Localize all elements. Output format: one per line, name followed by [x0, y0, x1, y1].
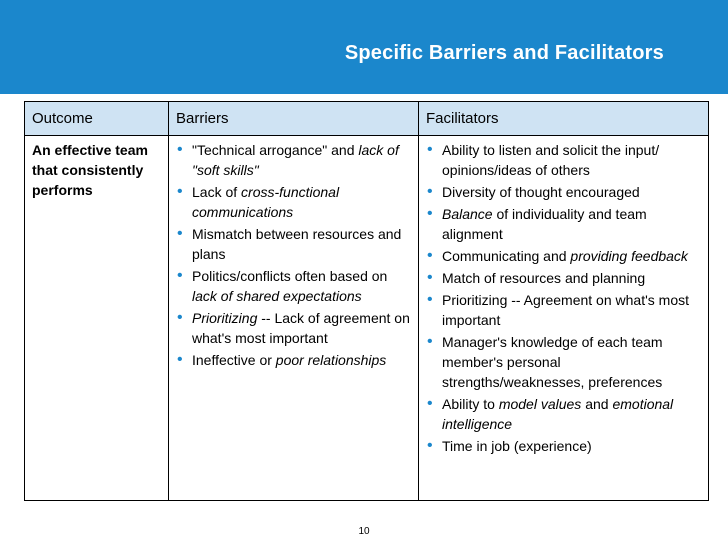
bullet-icon: • [427, 247, 433, 264]
bullet-icon: • [427, 291, 433, 308]
barrier-item [176, 350, 412, 370]
emphasis-text: emotional intelligence [442, 396, 674, 432]
barrier-item [176, 308, 412, 348]
bullet-icon: • [427, 269, 433, 286]
header-barriers: Barriers [169, 102, 419, 136]
barriers-list [176, 140, 412, 370]
header-facilitators: Facilitators [419, 102, 709, 136]
facilitator-item [426, 290, 702, 330]
emphasis-text: lack of shared expectations [192, 288, 362, 304]
facilitator-item [426, 204, 702, 244]
facilitator-item [426, 182, 702, 202]
page-number: 10 [358, 526, 370, 537]
facilitator-item [426, 394, 702, 434]
barrier-item [176, 224, 412, 264]
emphasis-text: Prioritizing [192, 310, 258, 326]
emphasis-text: providing feedback [570, 248, 688, 264]
item-text: Ability to [442, 396, 499, 412]
item-text: Match of resources and planning [442, 270, 646, 286]
item-text: Prioritizing -- Agreement on what's most important [442, 292, 689, 328]
header-outcome: Outcome [25, 102, 169, 136]
facilitator-item [426, 140, 702, 180]
item-text: Time in job (experience) [442, 438, 592, 454]
title-banner [0, 0, 728, 94]
bullet-icon: • [427, 183, 433, 200]
header-row [25, 102, 709, 136]
facilitator-item [426, 268, 702, 288]
item-text: Lack of [192, 184, 242, 200]
emphasis-text: lack of "soft skills" [192, 142, 399, 178]
item-text: and [581, 396, 613, 412]
content-row [25, 136, 709, 501]
item-text: Ineffective or [192, 352, 276, 368]
bullet-icon: • [177, 225, 183, 242]
bullet-icon: • [177, 141, 183, 158]
facilitator-item [426, 246, 702, 266]
bullet-icon: • [427, 395, 433, 412]
item-text: Diversity of thought encouraged [442, 184, 640, 200]
item-text: of individuality and team alignment [442, 206, 647, 242]
facilitators-list [426, 140, 702, 456]
barrier-item [176, 266, 412, 306]
bullet-icon: • [427, 141, 433, 158]
facilitators-cell [419, 136, 709, 501]
item-text: Ability to listen and solicit the input/ opinions/ideas of others [442, 142, 660, 178]
item-text: Manager's knowledge of each team member's personal strengths/weaknesses, preferences [442, 334, 663, 390]
emphasis-text: poor relationships [275, 352, 387, 368]
bullet-icon: • [427, 333, 433, 350]
item-text: "Technical arrogance" and [192, 142, 359, 158]
item-text: -- Lack of agreement on what's most important [192, 310, 410, 346]
item-text: Mismatch between resources and plans [192, 226, 402, 262]
facilitator-item [426, 332, 702, 392]
barriers-facilitators-table [24, 101, 709, 501]
emphasis-text: cross-functional communications [192, 184, 340, 220]
item-text: Communicating and [442, 248, 571, 264]
barrier-item [176, 140, 412, 180]
outcome-cell: An effective team that consistently performs [25, 136, 169, 501]
bullet-icon: • [177, 351, 183, 368]
slide-title: Specific Barriers and Facilitators [344, 42, 664, 64]
bullet-icon: • [427, 205, 433, 222]
bullet-icon: • [427, 437, 433, 454]
barrier-item [176, 182, 412, 222]
item-text: Politics/conflicts often based on [192, 268, 388, 284]
bullet-icon: • [177, 183, 183, 200]
emphasis-text: model values [498, 396, 582, 412]
facilitator-item [426, 436, 702, 456]
bullet-icon: • [177, 267, 183, 284]
bullet-icon: • [177, 309, 183, 326]
emphasis-text: Balance [442, 206, 493, 222]
barriers-cell [169, 136, 419, 501]
